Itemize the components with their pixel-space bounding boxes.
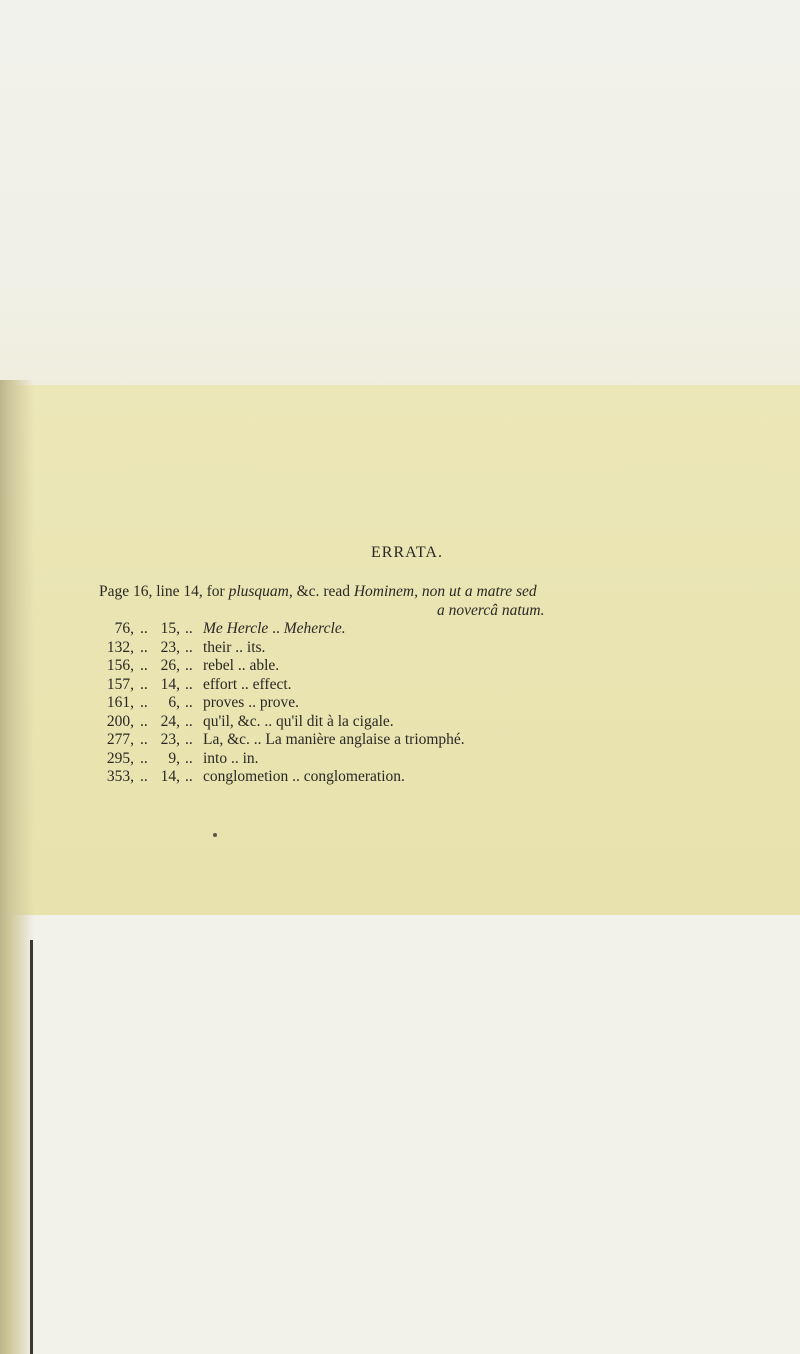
errata-line: 14, (160, 675, 180, 693)
errata-separator: .. (185, 620, 193, 637)
errata-separator: .. (140, 694, 148, 711)
errata-separator: .. (235, 638, 244, 656)
errata-wrong-text: effort (203, 675, 238, 693)
errata-line: 23, (160, 731, 180, 748)
errata-separator: .. (292, 768, 300, 785)
errata-wrong-text: rebel (203, 657, 234, 674)
errata-separator: .. (272, 620, 280, 637)
errata-page: 132, (106, 638, 134, 656)
errata-line: 15, (160, 620, 180, 637)
first-entry-page-label: Page 16, line 14, (99, 583, 203, 600)
errata-separator: .. (185, 749, 193, 767)
errata-separator: .. (140, 620, 148, 637)
first-entry-read-continuation: a novercâ natum. (437, 602, 545, 619)
errata-page: 295, (106, 749, 134, 767)
erratum-first-entry (99, 582, 545, 619)
errata-line: 14, (160, 768, 180, 785)
errata-correction (203, 639, 265, 658)
errata-separator: .. (140, 768, 148, 785)
errata-separator: .. (185, 638, 193, 656)
errata-page: 161, (106, 694, 134, 711)
errata-separator: .. (231, 749, 239, 767)
errata-separator: .. (185, 731, 193, 748)
errata-right-text: conglomeration. (303, 768, 405, 785)
errata-separator: .. (140, 657, 148, 674)
errata-right-text: able. (249, 657, 280, 674)
errata-right-text: prove. (259, 694, 299, 711)
errata-page: 157, (106, 675, 134, 693)
errata-wrong-text: qu'il, &c. (203, 712, 261, 730)
errata-right-text: qu'il dit à la cigale. (275, 712, 394, 730)
errata-right-text: effect. (252, 675, 292, 693)
errata-correction (203, 676, 292, 695)
errata-separator: .. (140, 675, 148, 693)
errata-page: 200, (106, 712, 134, 730)
errata-page: 353, (106, 768, 134, 785)
errata-wrong-text: Me Hercle (203, 620, 269, 637)
errata-correction (203, 768, 405, 787)
page-bottom (0, 915, 800, 1354)
first-entry-for-word: for (206, 583, 225, 600)
errata-separator: .. (264, 712, 273, 730)
errata-correction (203, 694, 299, 713)
page-top (0, 0, 800, 400)
errata-right-text: Mehercle. (283, 620, 346, 637)
errata-separator: .. (140, 749, 148, 767)
errata-page: 156, (106, 657, 134, 674)
errata-page: 277, (106, 731, 134, 748)
errata-separator: .. (185, 657, 193, 674)
errata-separator: .. (185, 694, 193, 711)
errata-right-text: its. (246, 638, 266, 656)
errata-wrong-text: conglometion (203, 768, 289, 785)
first-entry-read-text: Hominem, non ut a matre sed (353, 583, 537, 600)
errata-line: 23, (160, 638, 180, 656)
errata-wrong-text: La, &c. (203, 731, 250, 748)
errata-separator: .. (185, 768, 193, 785)
errata-separator: .. (185, 712, 193, 730)
errata-wrong-text: their (203, 638, 232, 656)
errata-separator: .. (140, 731, 148, 748)
errata-page: 76, (114, 620, 134, 637)
errata-separator: .. (237, 657, 246, 674)
errata-separator: .. (248, 694, 256, 711)
errata-line: 9, (168, 749, 180, 767)
errata-wrong-text: proves (203, 694, 245, 711)
errata-right-text: La manière anglaise a triomphé. (265, 731, 465, 748)
errata-title: ERRATA. (371, 544, 443, 561)
errata-correction (203, 620, 346, 639)
errata-line: 6, (168, 694, 180, 711)
errata-correction (203, 750, 259, 769)
ink-speck (213, 833, 217, 837)
errata-separator: .. (140, 712, 148, 730)
errata-separator: .. (241, 675, 249, 693)
errata-correction (203, 731, 465, 750)
errata-line: 26, (160, 657, 180, 674)
errata-wrong-text: into (203, 749, 228, 767)
errata-line: 24, (160, 712, 180, 730)
binding-edge (30, 940, 33, 1354)
first-entry-etc: &c. (296, 583, 320, 600)
first-entry-read-word: read (323, 583, 350, 600)
errata-separator: .. (140, 638, 148, 656)
errata-right-text: in. (242, 749, 259, 767)
binding-shadow (0, 380, 34, 1354)
first-entry-for-text: plusquam, (228, 583, 293, 600)
errata-correction (203, 657, 279, 676)
errata-separator: .. (253, 731, 262, 748)
errata-correction (203, 713, 394, 732)
errata-separator: .. (185, 675, 193, 693)
